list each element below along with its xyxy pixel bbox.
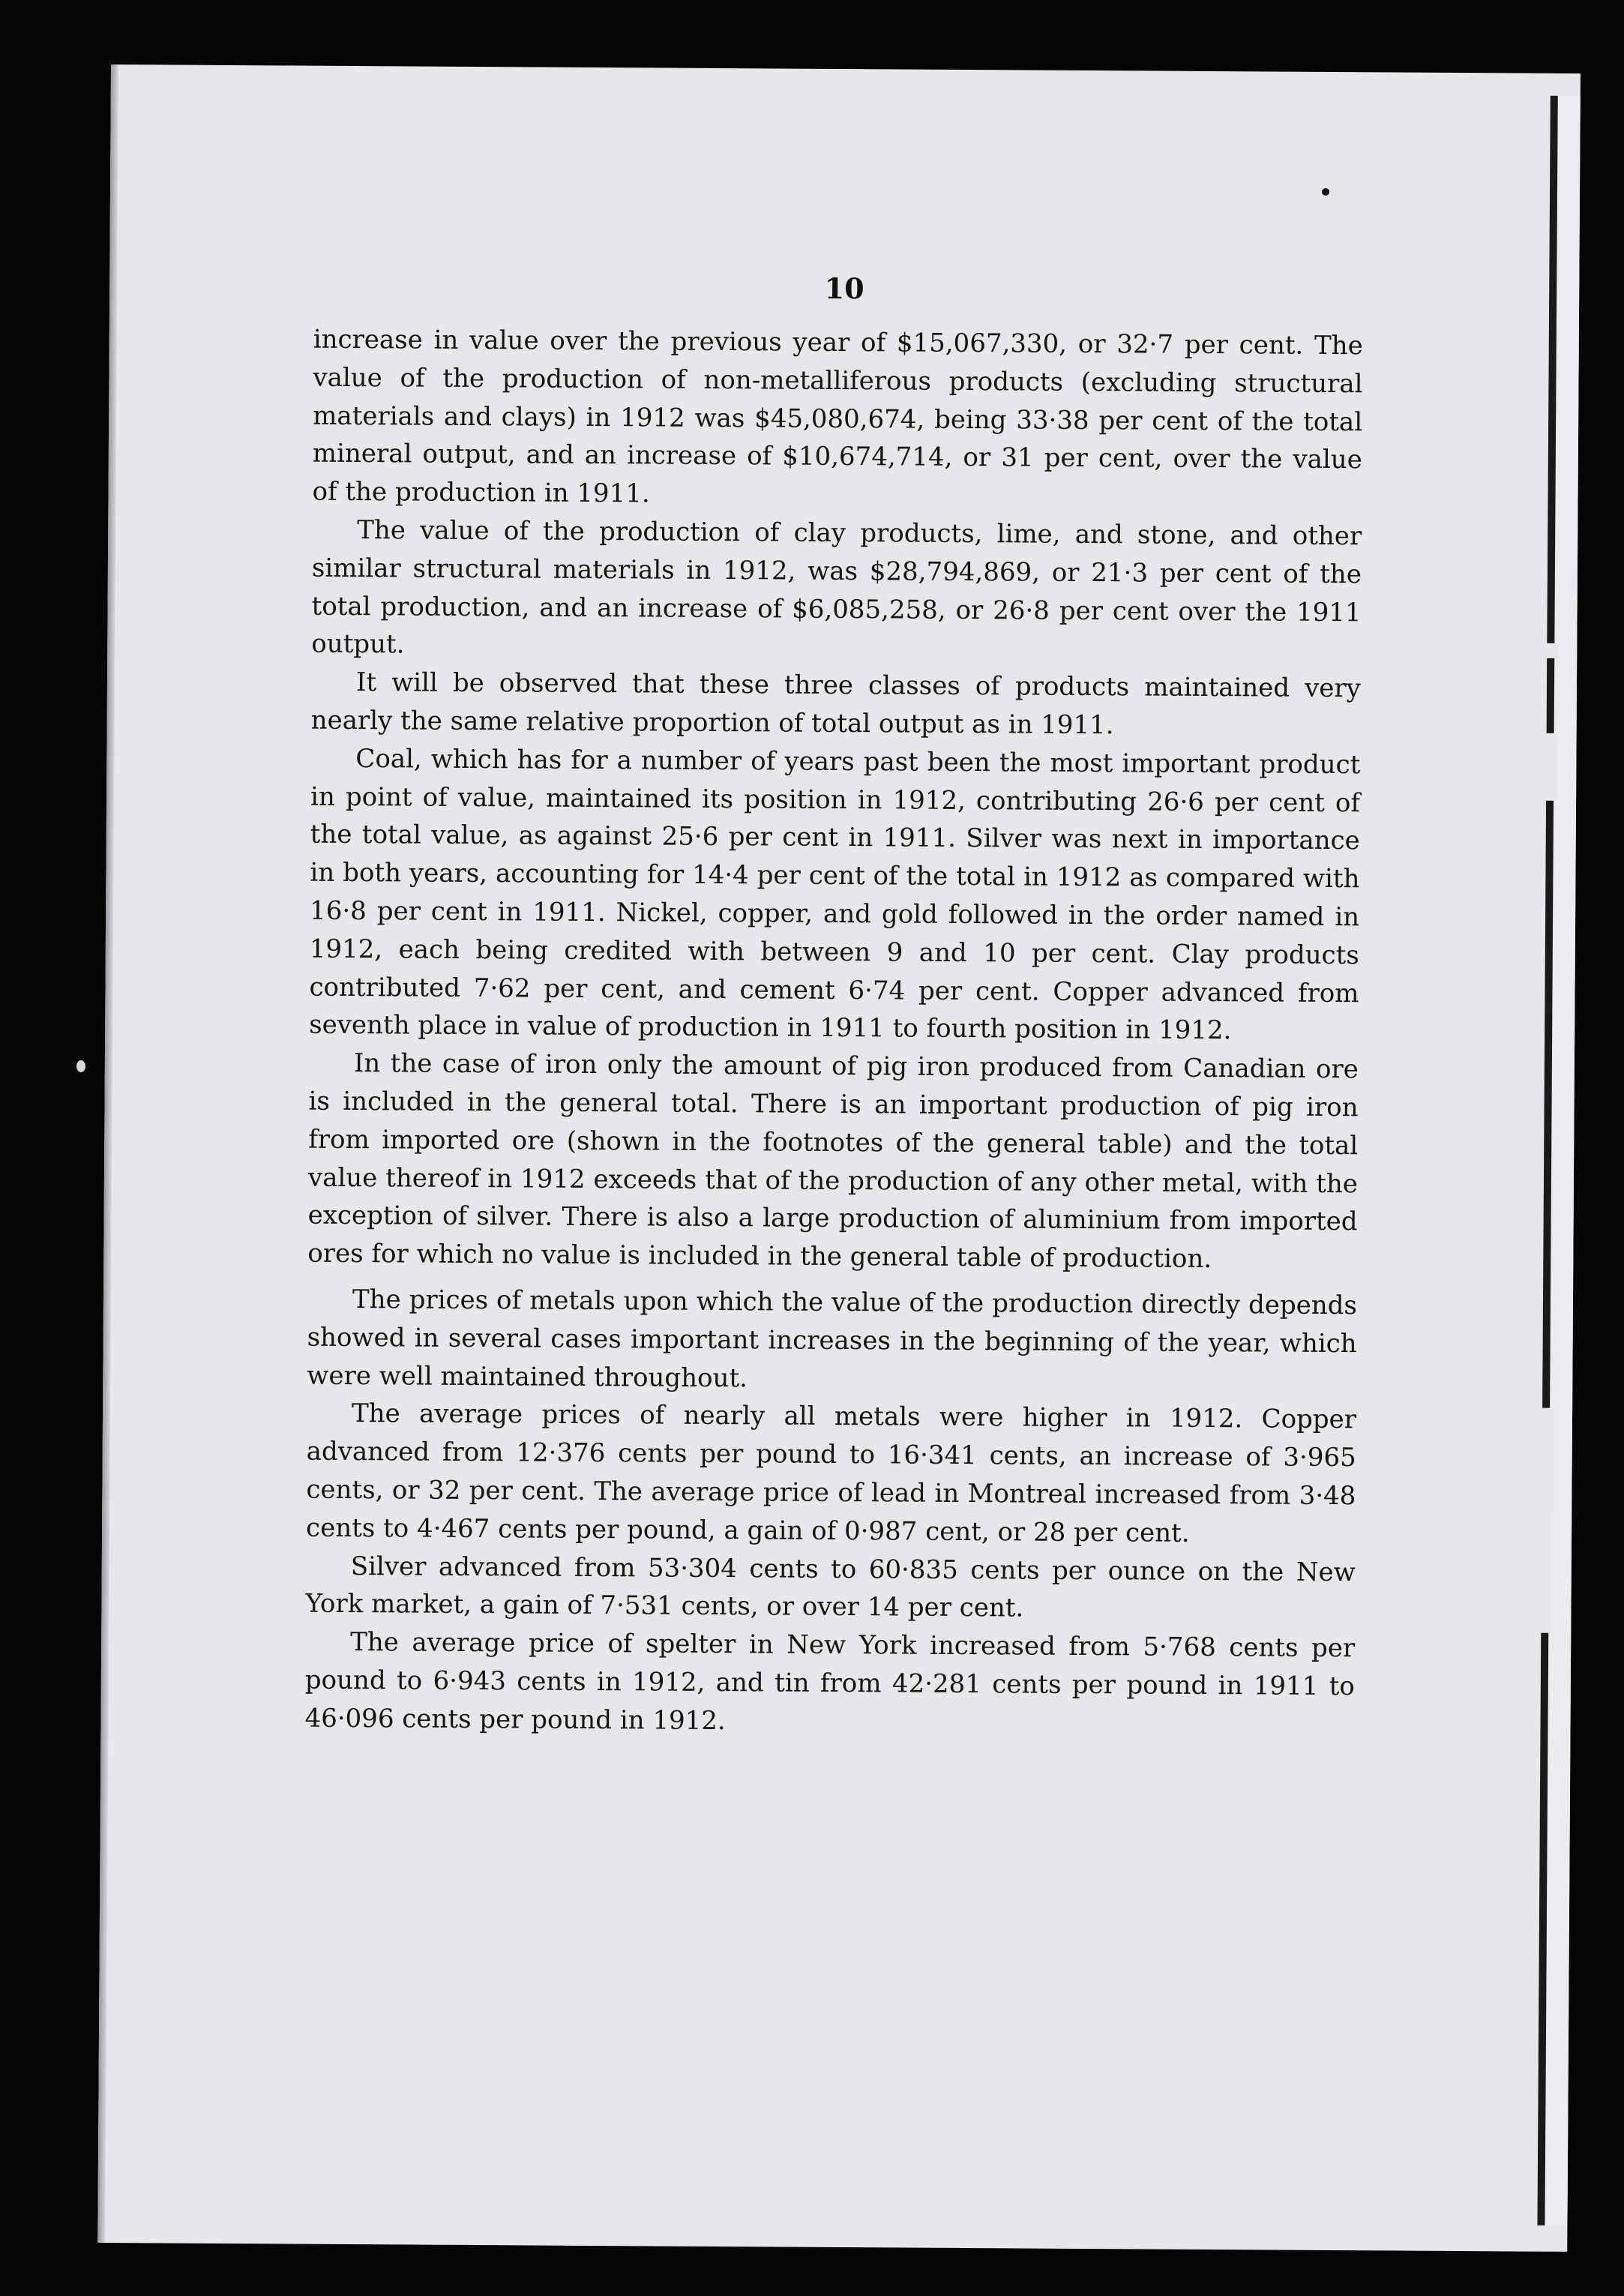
facing-page-edge-gap xyxy=(1543,643,1558,658)
paragraph: Coal, which has for a number of years past been the most important product in point of value, maintained its position in 1912, contributing 26·6 per cent of the total value, as against 25·6 per cent in 1911. Silver was next in importance in both years, accounting for 14·4 per cent of the total in 1912 as compared with 16·8 per cent in 1911. Nickel, copper, and gold followed in the order named in 1912, each being credited with between 9 and 10 per cent. Clay products contributed 7·62 per cent, and cement 6·74 per cent. Copper advanced from seventh place in value of production in 1911 to fourth position in 1912. xyxy=(309,743,1361,1046)
facing-page-edge-gap xyxy=(1542,733,1558,801)
ink-speck xyxy=(1322,188,1329,196)
paragraph: increase in value over the previous year of $15,067,330, or 32·7 per cent. The value of the production of non-metalliferous products (excluding structural materials and clays) in 1912 was $45,080,674, being 33·38 per cent of the total mineral output, and an increase of $10,674,714, or 31 per cent, over the value of the production in 1911. xyxy=(312,324,1363,509)
page-left-edge xyxy=(97,64,118,2243)
paragraph: In the case of iron only the amount of pig iron produced from Canadian ore is included in the general total. There is an important production of pig iron from imported ore (shown in the footnotes of the general table) and the total value thereof in 1912 exceeds that of the production of any other metal, with the exception of silver. There is also a large production of aluminium from imported ores for which no value is included in the general table of production. xyxy=(307,1048,1359,1275)
paragraph: The value of the production of clay products, lime, and stone, and other similar structural materials in 1912, was $28,794,869, or 21·3 per cent of the total production, and an increase of $6,085,258, or 26·8 per cent over the 1911 output. xyxy=(311,515,1362,660)
facing-page-edge-gap xyxy=(1537,1408,1554,1633)
body-text xyxy=(304,321,1363,1744)
document-page xyxy=(97,64,1581,2252)
scan-dust xyxy=(76,1060,85,1072)
paragraph: Silver advanced from 53·304 cents to 60·835 cents per ounce on the New York market, a gain of 7·531 cents, or over 14 per cent. xyxy=(305,1551,1356,1623)
paragraph: It will be observed that these three classes of products maintained very nearly the same relative proportion of total output as in 1911. xyxy=(310,667,1362,741)
page-number: 10 xyxy=(824,271,864,306)
paragraph: The average prices of nearly all metals were higher in 1912. Copper advanced from 12·376 cents per pound to 16·341 cents, an increase of 3·965 cents, or 32 per cent. The average price of lead in Montreal increased from 3·48 cents to 4·467 cents per pound, a gain of 0·987 cent, or 28 per cent. xyxy=(305,1398,1357,1548)
paragraph: The average price of spelter in New York increased from 5·768 cents per pound to 6·943 cents in 1912, and tin from 42·281 cents per pound in 1911 to 46·096 cents per pound in 1912. xyxy=(304,1627,1356,1736)
paragraph: The prices of metals upon which the value of the production directly depends showed in several cases important increases in the beginning of the year, which were well maintained throughout. xyxy=(307,1284,1358,1393)
